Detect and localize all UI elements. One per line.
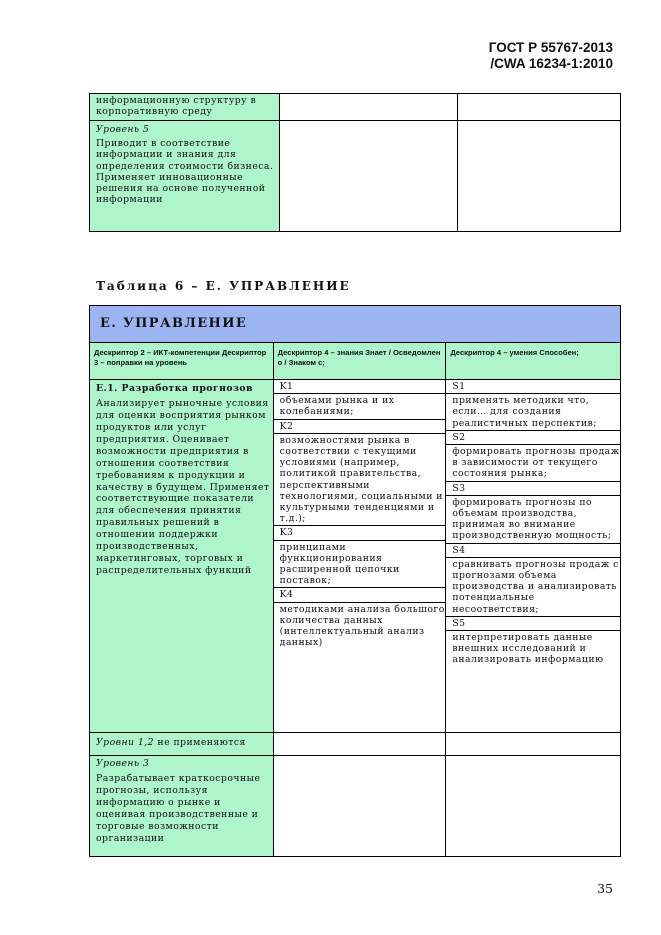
top-table — [89, 93, 621, 232]
top-row2-text: Приводит в соответствие информации и знания для определения стоимости бизнеса. Применяет инновационные решения на основе полученной информации — [96, 138, 274, 206]
skill-text: применять методики что, если… для создания реалистичных перспектив; — [452, 395, 597, 429]
skill-text: сравнивать прогнозы продаж с прогнозами объема производства и анализировать потенциальные несоответствия; — [452, 558, 619, 615]
skill-code: S1 — [452, 381, 466, 392]
top-row2-level: Уровень 5 — [96, 124, 150, 135]
knowledge-text: методиками анализа большого количества данных (интеллектуальный анализ данных) — [279, 603, 445, 649]
table-banner: Е. УПРАВЛЕНИЕ — [90, 306, 621, 343]
knowledge-text: объемами рынка и их колебаниями; — [279, 395, 395, 418]
skill-code: S4 — [452, 544, 466, 556]
knowledge-cell — [273, 380, 446, 733]
skill-code: S3 — [452, 482, 466, 494]
levels-1-2-note: не применяются — [154, 737, 246, 748]
header-skills: Дескриптор 4 – умения Способен; — [446, 343, 621, 380]
skill-text: интерпретировать данные внешних исследований и анализировать информацию — [452, 632, 604, 666]
competence-table — [89, 305, 621, 857]
knowledge-text: принципами функционирования расширенной цепочки поставок; — [279, 541, 400, 587]
skill-text: формировать прогнозы продаж в зависимости от текущего состояния рынка; — [452, 446, 620, 480]
competence-title: Е.1. Разработка прогнозов — [96, 383, 253, 394]
knowledge-code: K1 — [279, 381, 294, 392]
header-knowledge: Дескриптор 4 – знания Знает / Осведомлен о / Знаком с; — [273, 343, 446, 380]
knowledge-code: K2 — [279, 420, 294, 432]
skill-code: S2 — [452, 431, 466, 443]
level-3-label: Уровень 3 — [96, 758, 150, 769]
page-number: 35 — [597, 881, 613, 896]
skills-cell — [446, 380, 621, 733]
knowledge-code: K4 — [279, 589, 294, 601]
top-row1-text: информационную структуру в корпоративную среду — [96, 95, 257, 118]
level-3-text: Разрабатывает краткосрочные прогнозы, используя информацию о рынке и оценивая производственные и торговые возможности организации — [96, 773, 261, 844]
skill-text: формировать прогнозы по объемам производства, принимая во внимание производственную мощность; — [452, 496, 612, 542]
header-line2: /CWA 16234-1:2010 — [490, 56, 613, 71]
knowledge-code: K3 — [279, 527, 294, 539]
competence-text: Анализирует рыночные условия для оценки восприятия рынком продуктов или услуг предприятия. Оценивает возможности предприятия в отношении соответствия требованиям к продукции и качеству в будущем. Применяет соответствующие показатели для обеспечения принятия правильных решений в отношении поддержки производственных, маркетинговых, торговых и распределительных функций — [96, 398, 270, 576]
levels-1-2-row — [90, 733, 273, 749]
header-descriptor-2-3: Дескриптор 2 – ИКТ-компетенции Дескриптор 3 – поправки на уровень — [90, 343, 274, 380]
levels-1-2-label: Уровни 1,2 — [96, 737, 155, 748]
skill-code: S5 — [452, 617, 466, 629]
document-header — [489, 40, 613, 72]
header-line1: ГОСТ Р 55767-2013 — [488, 40, 613, 55]
table-caption: Таблица 6 – Е. УПРАВЛЕНИЕ — [96, 279, 351, 293]
knowledge-text: возможностями рынка в соответствии с текущими условиями (например, политикой правительства, перспективными технологиями, социальными и культурными тенденциями и т.д.); — [279, 434, 443, 525]
